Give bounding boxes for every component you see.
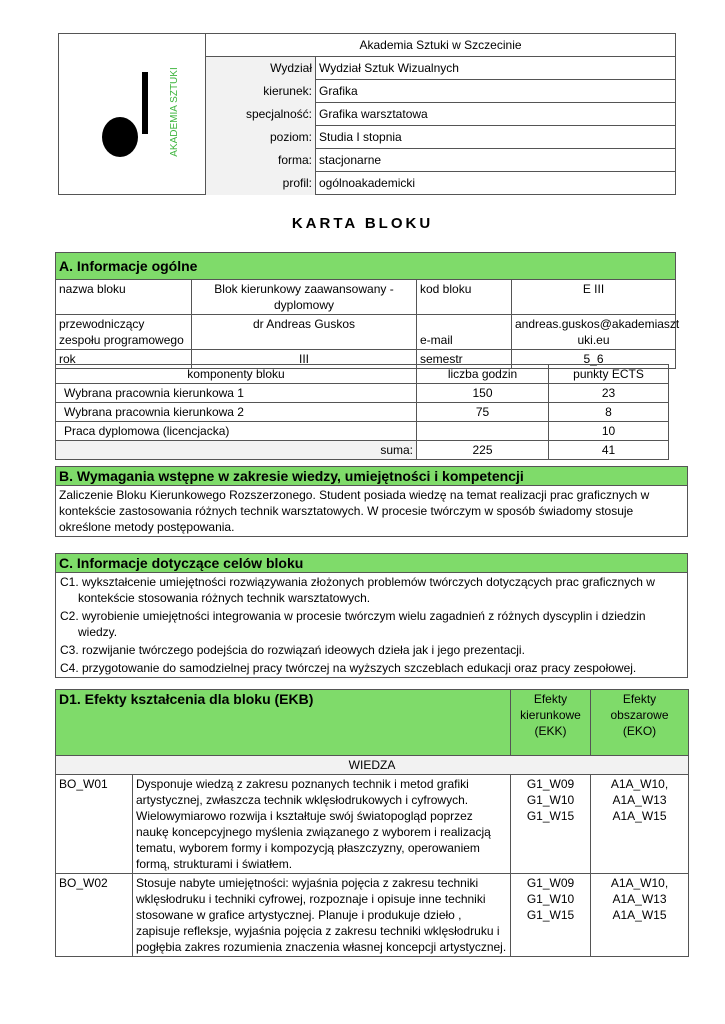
component-name: Praca dyplomowa (licencjacka) bbox=[56, 422, 417, 441]
label-profil: profil: bbox=[206, 172, 316, 195]
rok-value: III bbox=[192, 350, 417, 369]
logo-cell bbox=[59, 34, 206, 195]
effect-row bbox=[56, 874, 689, 957]
label-wydzial: Wydział bbox=[206, 57, 316, 80]
value-forma: stacjonarne bbox=[316, 149, 676, 172]
value-poziom: Studia I stopnia bbox=[316, 126, 676, 149]
component-ects: 23 bbox=[549, 384, 669, 403]
effect-ekk: G1_W09 G1_W10 G1_W15 bbox=[511, 775, 591, 874]
rok-label: rok bbox=[56, 350, 192, 369]
effect-eko: A1A_W10, A1A_W13 A1A_W15 bbox=[591, 775, 689, 874]
kod-value: E III bbox=[512, 280, 676, 315]
component-hours: 150 bbox=[417, 384, 549, 403]
section-c-table bbox=[55, 553, 688, 678]
goal-item: C1. wykształcenie umiejętności rozwiązywania złożonych problemów twórczych dotyczących prac graficznych w kontekście stosowania różnych technik warsztatowych. bbox=[60, 575, 655, 605]
section-c-title: C. Informacje dotyczące celów bloku bbox=[56, 554, 688, 573]
logo-text: AKADEMIA SZTUKI bbox=[169, 67, 180, 157]
label-specjalnosc: specjalność: bbox=[206, 103, 316, 126]
value-specjalnosc: Grafika warsztatowa bbox=[316, 103, 676, 126]
col-godziny: liczba godzin bbox=[417, 365, 549, 384]
component-hours: 75 bbox=[417, 403, 549, 422]
component-hours bbox=[417, 422, 549, 441]
col-ekk: Efekty kierunkowe (EKK) bbox=[511, 690, 591, 756]
goal-item: C4. przygotowanie do samodzielnej pracy twórczej na wyższych szczeblach edukacji oraz pracy zespołowej. bbox=[60, 661, 637, 675]
semestr-label: semestr bbox=[417, 350, 512, 369]
section-a-table bbox=[55, 252, 680, 369]
sum-hours: 225 bbox=[417, 441, 549, 460]
academy-logo bbox=[62, 34, 209, 194]
group-wiedza: WIEDZA bbox=[56, 756, 689, 775]
label-forma: forma: bbox=[206, 149, 316, 172]
components-table bbox=[55, 364, 669, 460]
effect-code: BO_W01 bbox=[56, 775, 133, 874]
nazwa-value: Blok kierunkowy zaawansowany - dyplomowy bbox=[192, 280, 417, 315]
przewodniczacy-value: dr Andreas Guskos bbox=[192, 315, 417, 350]
section-b-text: Zaliczenie Bloku Kierunkowego Rozszerzonego. Student posiada wiedzę na temat realizacji prac graficznych w kontekście zastosowania różnych technik warsztatowych. W procesie twórczym w sposób świadomy stosuje określone metody postępowania. bbox=[56, 486, 688, 537]
sum-label: suma: bbox=[56, 441, 417, 460]
kod-label: kod bloku bbox=[417, 280, 512, 315]
institution-name: Akademia Sztuki w Szczecinie bbox=[206, 34, 676, 57]
section-b-table bbox=[55, 466, 688, 537]
goal-item: C2. wyrobienie umiejętności integrowania w procesie twórczym wielu zagadnień z różnych dyscyplin i dziedzin wiedzy. bbox=[60, 609, 646, 639]
goals-list bbox=[56, 573, 687, 677]
label-kierunek: kierunek: bbox=[206, 80, 316, 103]
effect-ekk: G1_W09 G1_W10 G1_W15 bbox=[511, 874, 591, 957]
col-ects: punkty ECTS bbox=[549, 365, 669, 384]
email-value[interactable]: andreas.guskos@akademiaszt uki.eu bbox=[512, 315, 676, 350]
col-eko: Efekty obszarowe (EKO) bbox=[591, 690, 689, 756]
effect-text: Dysponuje wiedzą z zakresu poznanych technik i metod grafiki artystycznej, zwłaszcza technik wklęsłodrukowych i cyfrowych. Wielowymiarowo rozwija i kształtuje swój światopogląd poprzez naukę koncepcyjnego myślenia związanego z wyborem i realizacją tematu, wyborem formy i kompozycją płaszczyzny, operowaniem formą, strukturami i światłem. bbox=[133, 775, 511, 874]
component-row bbox=[56, 403, 669, 422]
component-row bbox=[56, 384, 669, 403]
effect-eko: A1A_W10, A1A_W13 A1A_W15 bbox=[591, 874, 689, 957]
effect-code: BO_W02 bbox=[56, 874, 133, 957]
nazwa-label: nazwa bloku bbox=[56, 280, 192, 315]
section-d1-title: D1. Efekty kształcenia dla bloku (EKB) bbox=[56, 690, 511, 756]
value-wydzial: Wydział Sztuk Wizualnych bbox=[316, 57, 676, 80]
section-b-title: B. Wymagania wstępne w zakresie wiedzy, umiejętności i kompetencji bbox=[56, 467, 688, 486]
component-ects: 8 bbox=[549, 403, 669, 422]
effect-text: Stosuje nabyte umiejętności: wyjaśnia pojęcia z zakresu techniki wklęsłodruku i techniki cyfrowej, rozpoznaje i opisuje inne techniki stosowane w grafice artystycznej. Planuje i produkuje dzieło , zapisuje refleksje, wyjaśnia pojęcia z zakresu techniki wklęsłodruku i pogłębia zakres rozumienia znaczenia własnej koncepcji artystycznej. bbox=[133, 874, 511, 957]
header-table bbox=[58, 33, 676, 195]
component-ects: 10 bbox=[549, 422, 669, 441]
semestr-value: 5_6 bbox=[512, 350, 676, 369]
section-d1-table bbox=[55, 689, 689, 957]
component-name: Wybrana pracownia kierunkowa 2 bbox=[56, 403, 417, 422]
goal-item: C3. rozwijanie twórczego podejścia do rozwiązań ideowych dzieła jak i jego prezentacji. bbox=[60, 643, 525, 657]
component-name: Wybrana pracownia kierunkowa 1 bbox=[56, 384, 417, 403]
przewodniczacy-label: przewodniczący zespołu programowego bbox=[56, 315, 192, 350]
component-row bbox=[56, 422, 669, 441]
value-profil: ogólnoakademicki bbox=[316, 172, 676, 195]
value-kierunek: Grafika bbox=[316, 80, 676, 103]
section-a-title: A. Informacje ogólne bbox=[56, 253, 676, 280]
effect-row bbox=[56, 775, 689, 874]
label-poziom: poziom: bbox=[206, 126, 316, 149]
document-title: KARTA BLOKU bbox=[291, 215, 434, 232]
sum-ects: 41 bbox=[549, 441, 669, 460]
email-label: e-mail bbox=[417, 315, 512, 350]
col-komponenty: komponenty bloku bbox=[56, 365, 417, 384]
